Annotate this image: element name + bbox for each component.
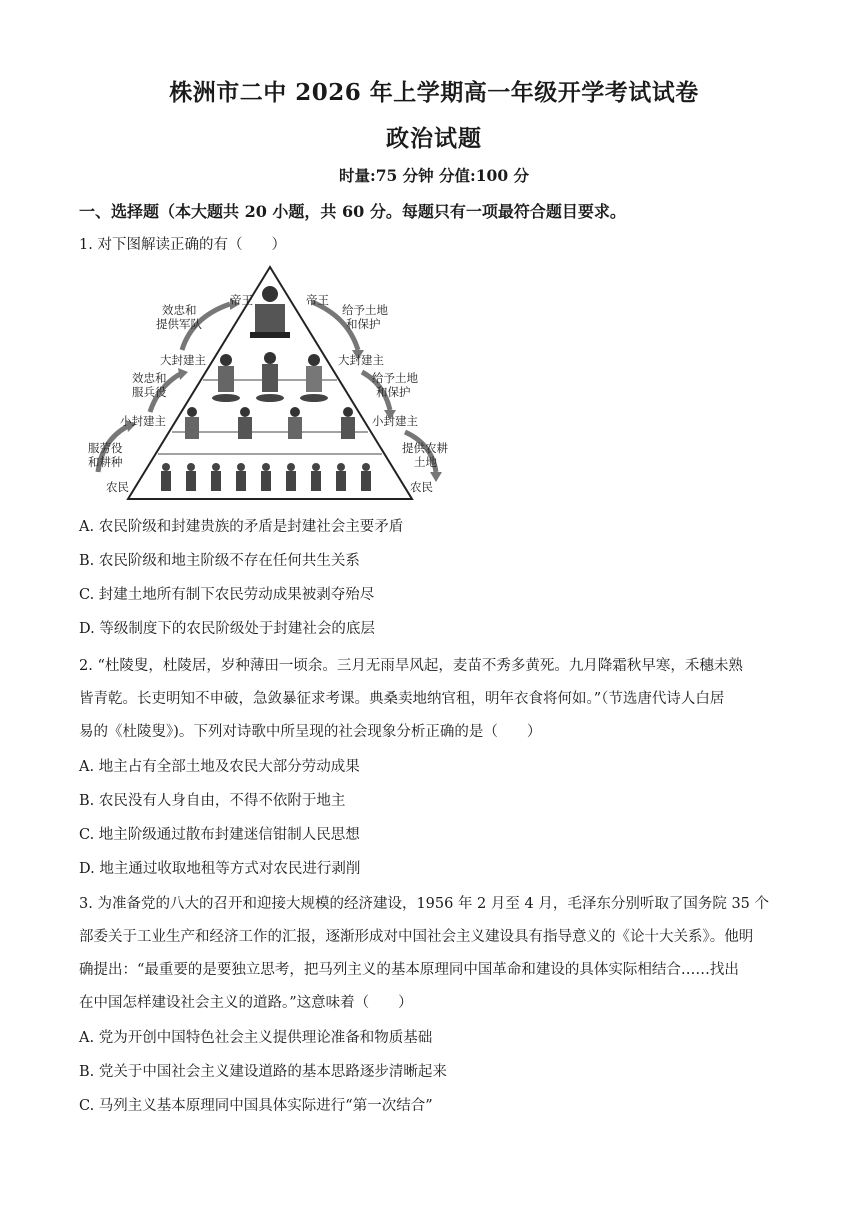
feudal-pyramid-svg — [80, 262, 460, 507]
feudal-hierarchy-diagram — [80, 262, 460, 507]
label-left-great-lord: 大封建主 — [160, 353, 206, 367]
section-heading: 一、选择题（本大题共 20 小题，共 60 分。每题只有一项最符合题目要求。 — [79, 202, 626, 221]
peasant-figures-icon — [161, 463, 371, 491]
label-right-emperor: 帝王 — [306, 293, 329, 307]
subject-title: 政治试题 — [386, 125, 482, 152]
label-left-small-lord: 小封建主 — [120, 414, 166, 428]
question-3-option-c: C. 马列主义基本原理同中国具体实际进行“第一次结合” — [79, 1098, 433, 1114]
label-left-arrow-top-2: 提供军队 — [156, 317, 202, 331]
label-right-arrow-top-2: 和保护 — [346, 317, 381, 331]
question-3-stem-line-1: 3. 为准备党的八大的召开和迎接大规模的经济建设，1956 年 2 月至 4 月，毛泽东分别听取了国务院 35 个 — [79, 896, 770, 912]
question-1-option-b: B. 农民阶级和地主阶级不存在任何共生关系 — [79, 553, 360, 569]
question-1-option-d: D. 等级制度下的农民阶级处于封建社会的底层 — [79, 621, 375, 637]
question-2-stem-line-2: 皆青乾。长吏明知不申破，急敛暴征求考课。典桑卖地纳官租，明年衣食将何如。”（节选唐代诗人白居 — [79, 691, 725, 707]
question-3-stem-line-2: 部委关于工业生产和经济工作的汇报，逐渐形成对中国社会主义建设具有指导意义的《论十大关系》。他明 — [79, 929, 754, 945]
label-left-arrow-top-1: 效忠和 — [162, 303, 197, 317]
question-2-option-d: D. 地主通过收取地租等方式对农民进行剥削 — [79, 861, 361, 877]
question-3-stem-line-4: 在中国怎样建设社会主义的道路。”这意味着（ ） — [79, 995, 413, 1011]
label-right-great-lord: 大封建主 — [338, 353, 384, 367]
question-2-option-a: A. 地主占有全部土地及农民大部分劳动成果 — [79, 759, 360, 775]
label-left-arrow-bottom-1: 服劳役 — [88, 441, 123, 455]
question-2-option-c: C. 地主阶级通过散布封建迷信钳制人民思想 — [79, 827, 360, 843]
label-left-peasant: 农民 — [106, 480, 129, 494]
question-1-option-a: A. 农民阶级和封建贵族的矛盾是封建社会主要矛盾 — [79, 519, 404, 535]
question-2-stem-line-1: 2. “杜陵叟，杜陵居，岁种薄田一顷余。三月无雨旱风起，麦苗不秀多黄死。九月降霜秋早寒，禾穗未熟 — [79, 658, 743, 674]
question-1-stem: 1. 对下图解读正确的有（ ） — [79, 237, 286, 253]
label-right-arrow-bottom-2: 土地 — [414, 455, 437, 469]
emperor-figure-icon — [250, 286, 290, 338]
question-3-option-a: A. 党为开创中国特色社会主义提供理论准备和物质基础 — [79, 1030, 433, 1046]
label-right-arrow-top-1: 给予土地 — [342, 303, 388, 317]
arrow-head-icon — [178, 368, 188, 380]
label-left-emperor: 帝王 — [230, 293, 253, 307]
small-lord-figures-icon — [185, 407, 355, 439]
label-left-arrow-bottom-2: 和耕种 — [88, 455, 123, 469]
great-lord-figures-icon — [212, 352, 328, 402]
exam-title: 株洲市二中 2026 年上学期高一年级开学考试试卷 — [169, 79, 699, 106]
label-right-arrow-mid-2: 和保护 — [376, 385, 411, 399]
label-left-arrow-mid-2: 服兵役 — [132, 385, 167, 399]
label-right-peasant: 农民 — [410, 480, 433, 494]
question-2-stem-line-3: 易的《杜陵叟》)。下列对诗歌中所呈现的社会现象分析正确的是（ ） — [79, 724, 542, 740]
label-right-arrow-mid-1: 给予土地 — [372, 371, 418, 385]
label-right-small-lord: 小封建主 — [372, 414, 418, 428]
question-1-option-c: C. 封建土地所有制下农民劳动成果被剥夺殆尽 — [79, 587, 375, 603]
label-right-arrow-bottom-1: 提供农耕 — [402, 441, 448, 455]
label-left-arrow-mid-1: 效忠和 — [132, 371, 167, 385]
question-3-stem-line-3: 确提出：“最重要的是要独立思考，把马列主义的基本原理同中国革命和建设的具体实际相结合……找出 — [79, 962, 739, 978]
exam-info: 时量:75 分钟 分值:100 分 — [338, 166, 530, 185]
question-2-option-b: B. 农民没有人身自由，不得不依附于地主 — [79, 793, 346, 809]
question-3-option-b: B. 党关于中国社会主义建设道路的基本思路逐步清晰起来 — [79, 1064, 447, 1080]
